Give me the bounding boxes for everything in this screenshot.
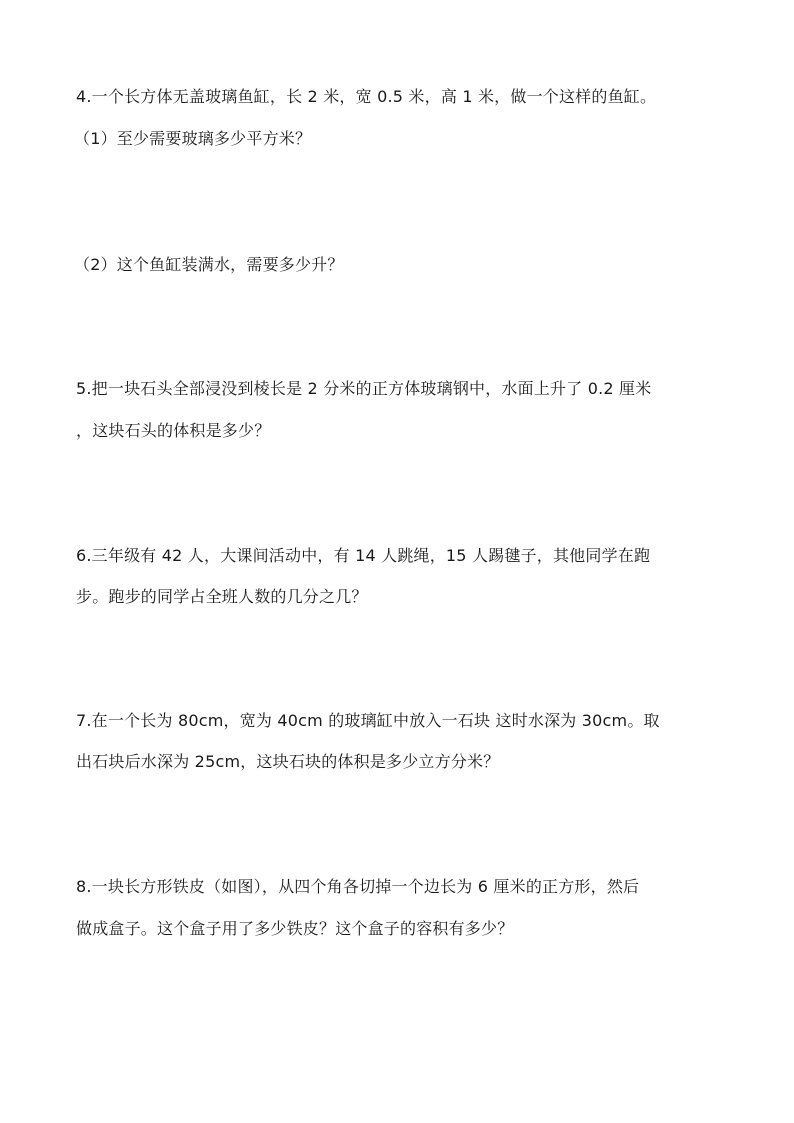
question-7-text-continued: 出石块后水深为 25cm，这块石块的体积是多少立方分米？ bbox=[76, 752, 500, 771]
question-4-text: 4.一个长方体无盖玻璃鱼缸，长 2 米，宽 0.5 米，高 1 米，做一个这样的鱼缸。 bbox=[76, 87, 657, 106]
question-6-text: 6.三年级有 42 人，大课间活动中，有 14 人跳绳，15 人踢毽子，其他同学在跑 bbox=[76, 546, 651, 565]
question-5-text: 5.把一块石头全部浸没到棱长是 2 分米的正方体玻璃钢中，水面上升了 0.2 厘米 bbox=[76, 379, 652, 398]
question-7-text: 7.在一个长为 80cm，宽为 40cm 的玻璃缸中放入一石块 这时水深为 30cm。取 bbox=[76, 711, 660, 730]
question-4-part-1: （1）至少需要玻璃多少平方米？ bbox=[74, 129, 312, 148]
question-8-text-continued: 做成盒子。这个盒子用了多少铁皮？这个盒子的容积有多少？ bbox=[76, 919, 514, 938]
question-5-text-continued: ，这块石头的体积是多少？ bbox=[76, 421, 271, 440]
question-6-text-continued: 步。跑步的同学占全班人数的几分之几？ bbox=[76, 587, 368, 606]
question-4-part-2: （2）这个鱼缸装满水，需要多少升？ bbox=[74, 255, 344, 274]
question-8-text: 8.一块长方形铁皮（如图），从四个角各切掉一个边长为 6 厘米的正方形，然后 bbox=[76, 877, 640, 896]
